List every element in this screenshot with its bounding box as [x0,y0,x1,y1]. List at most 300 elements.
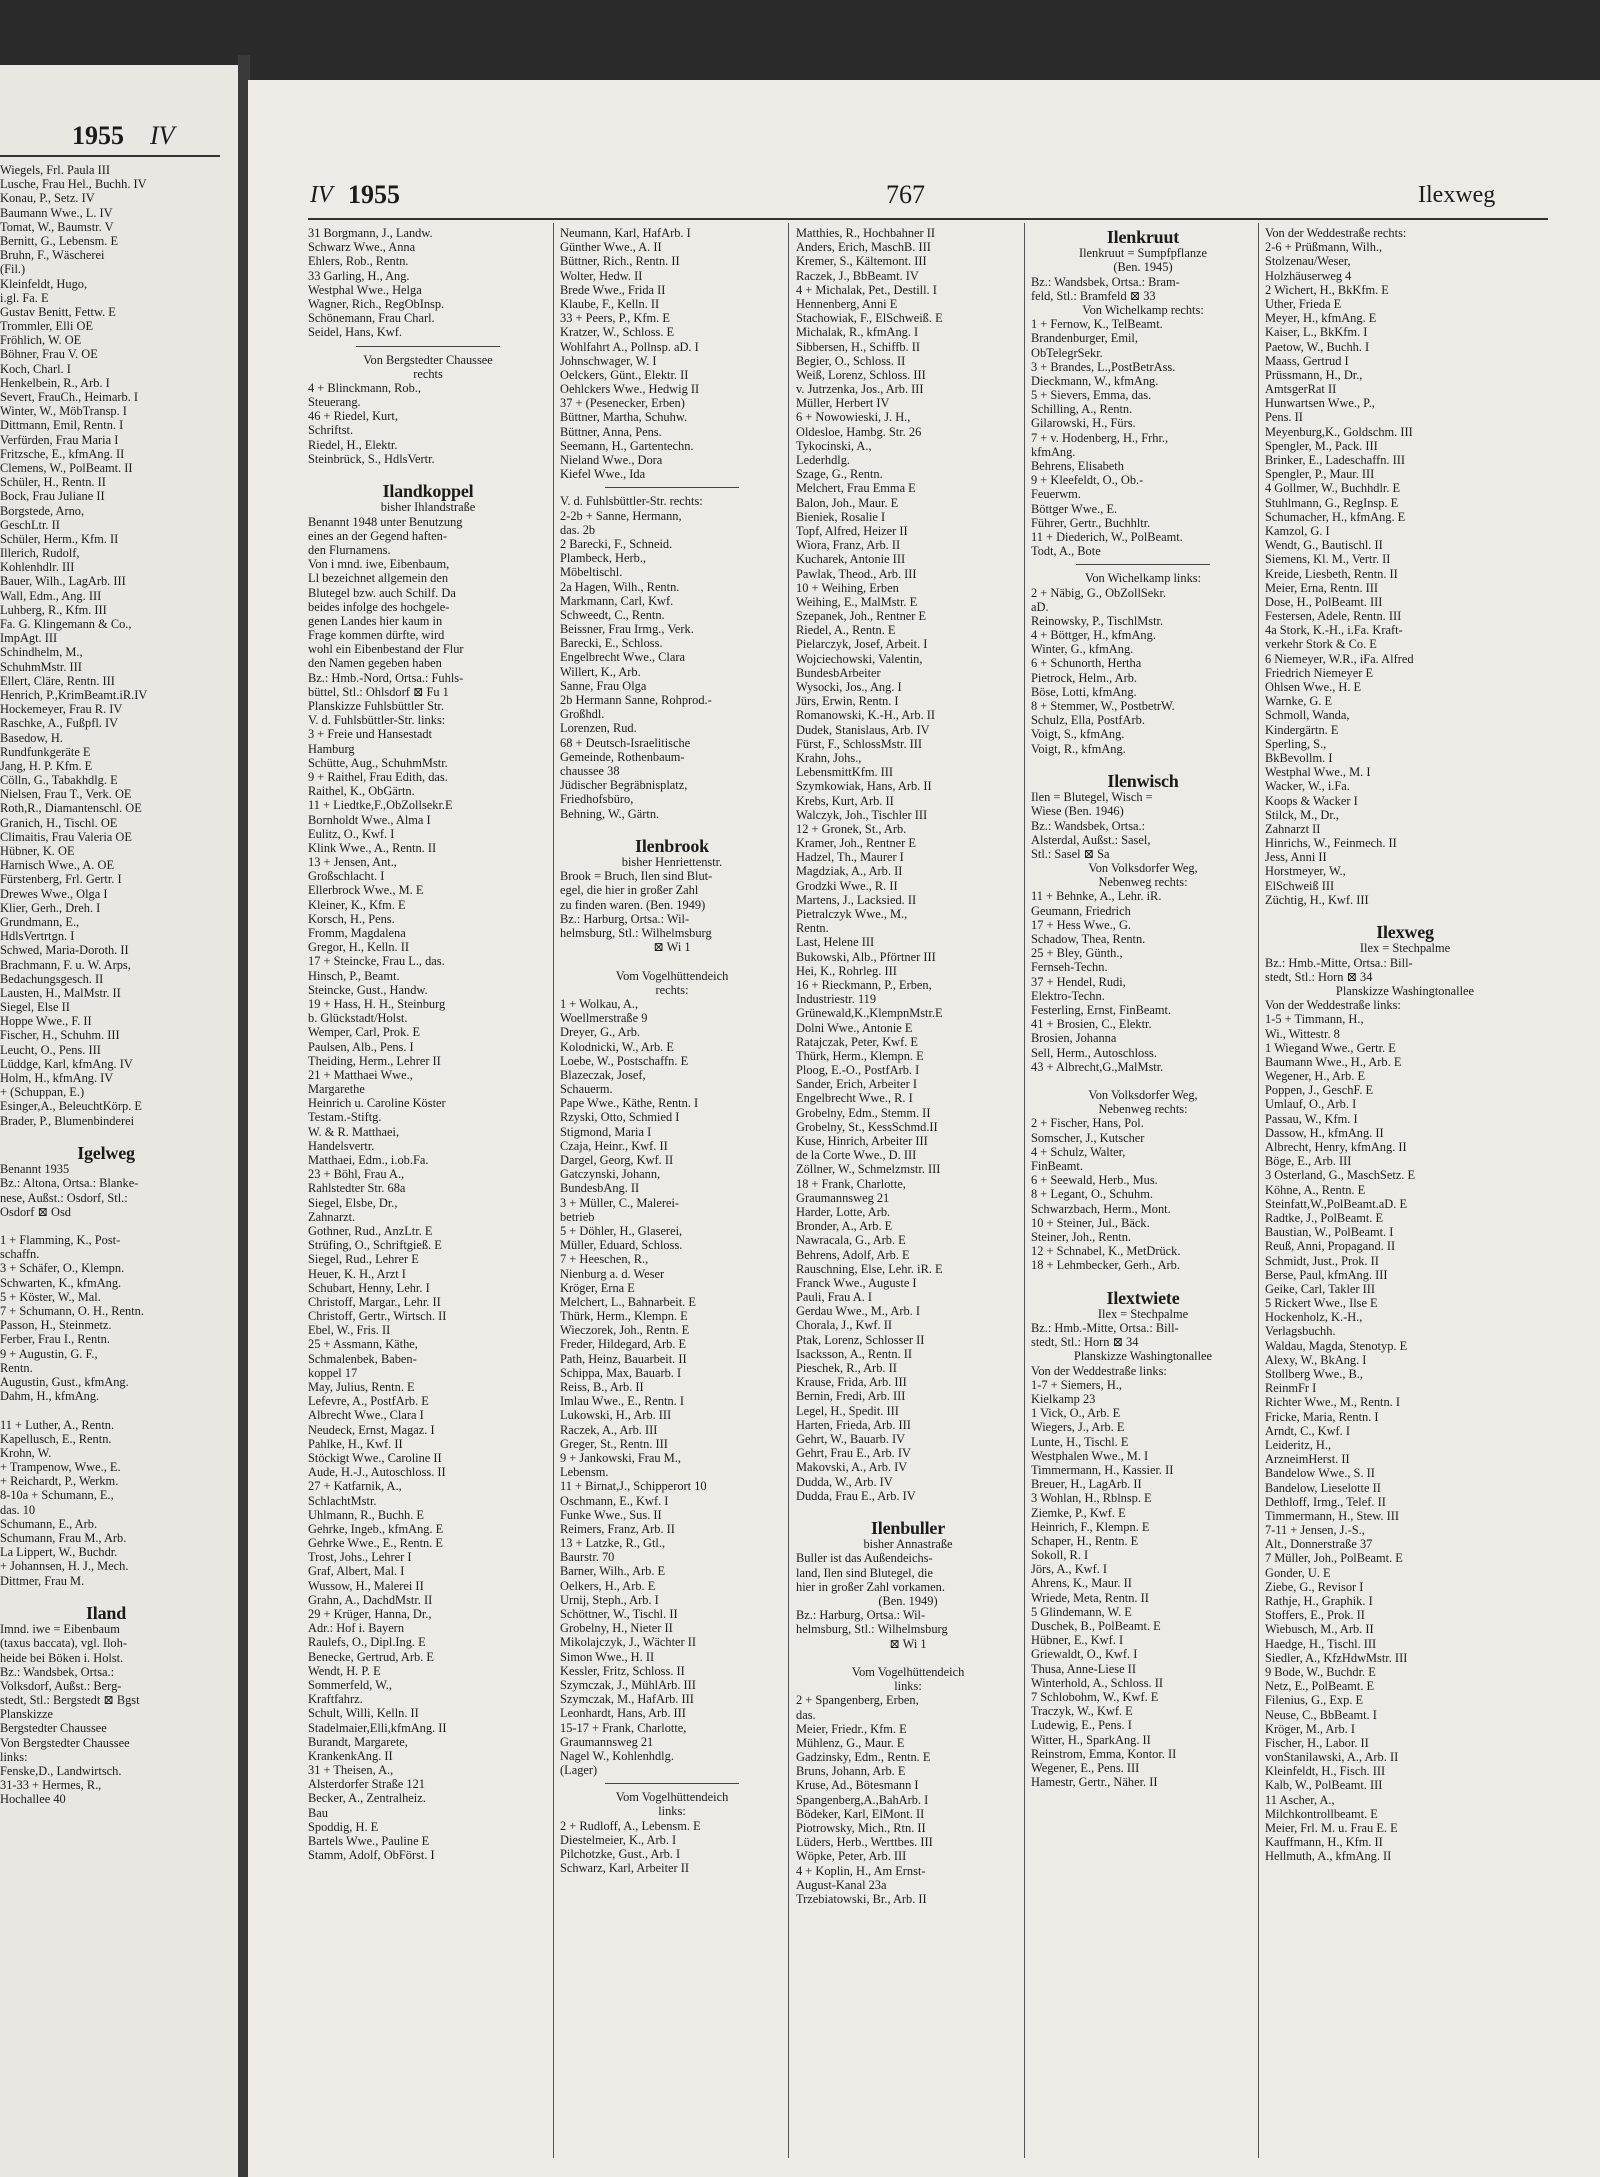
directory-entry: Grobelny, Edm., Stemm. II [796,1105,931,1120]
directory-entry: Melchert, Frau Emma E [796,481,916,496]
directory-entry: Hamestr, Gertr., Näher. II [1031,1775,1158,1790]
centered-note: (Ben. 1949) [878,1594,938,1609]
directory-entry: Piotrowsky, Mich., Rtn. II [796,1821,926,1836]
section-separator [1076,564,1210,565]
directory-entry: Schweedt, C., Rentn. [560,607,665,622]
directory-entry: + (Schuppan, E.) [0,1085,85,1100]
directory-entry: Kleiner, K., Kfm. E [308,897,406,912]
directory-entry: Böse, Lotti, kfmAng. [1031,684,1137,699]
directory-entry: büttel, Stl.: Ohlsdorf ⊠ Fu 1 [308,684,449,699]
directory-entry: AmtsgerRat II [1265,382,1337,397]
directory-entry: helmsburg, Stl.: Wilhelmsburg [560,926,712,941]
directory-entry: Strüfing, O., Schriftgieß. E [308,1238,442,1253]
directory-entry: Dose, H., PolBeamt. III [1265,594,1383,609]
directory-entry: Leonhardt, Hans, Arb. III [560,1706,686,1721]
directory-entry: Kauffmann, H., Kfm. II [1265,1835,1383,1850]
directory-entry: Jörs, A., Kwf. I [1031,1562,1108,1577]
directory-entry: Kolodnicki, W., Arb. E [560,1039,674,1054]
directory-entry: Pietrock, Helm., Arb. [1031,670,1137,685]
directory-entry: Bernitt, G., Lebensm. E [0,233,119,248]
directory-entry: (taxus baccata), vgl. Iloh- [0,1636,127,1651]
directory-entry: Dahm, H., kfmAng. [0,1389,100,1404]
directory-entry: Baumann Wwe., H., Arb. E [1265,1054,1402,1069]
directory-entry: Funke Wwe., Sus. II [560,1507,662,1522]
directory-entry: Bz.: Wandsbek, Ortsa.: Bram- [1031,274,1180,289]
directory-entry: Raulefs, O., Dipl.Ing. E [308,1635,426,1650]
directory-entry: 2 + Näbig, G., ObZollSekr. [1031,585,1167,600]
directory-entry: Nagel W., Kohlenhdlg. [560,1748,674,1763]
directory-entry: Borgstede, Arno, [0,503,85,518]
directory-entry: Züchtig, H., Kwf. III [1265,892,1369,907]
directory-entry: Hoppe Wwe., F. II [0,1014,92,1029]
directory-entry: ObTelegrSekr. [1031,345,1103,360]
directory-entry: Heinrich u. Caroline Köster [308,1096,446,1111]
centered-note: Von Volksdorfer Weg, [1088,861,1198,876]
directory-entry: Kielkamp 23 [1031,1392,1096,1407]
directory-entry: Topf, Alfred, Heizer II [796,523,908,538]
directory-entry: Schmalenbek, Baben- [308,1351,417,1366]
street-heading: Ilexweg [1376,922,1434,943]
directory-entry: Nawracala, G., Arb. E [796,1233,906,1248]
directory-entry: Schubart, Henny, Lehr. I [308,1280,430,1295]
directory-entry: Riedel, A., Rentn. E [796,623,896,638]
directory-entry: Fischer, H., Schuhm. III [0,1028,120,1043]
directory-entry: Steincke, Gust., Handw. [308,982,428,997]
directory-entry: betrieb [560,1209,595,1224]
directory-entry: Bz.: Hmb.-Nord, Ortsa.: Fuhls- [308,670,464,685]
directory-entry: 5 + Sievers, Emma, das. [1031,388,1152,403]
centered-note: bisher Ihlandstraße [380,500,476,515]
directory-entry: Dreyer, G., Arb. [560,1025,641,1040]
directory-entry: Uhlmann, R., Buchh. E [308,1507,424,1522]
directory-entry: Szymczak, J., MühlArb. III [560,1677,696,1692]
directory-entry: Sommerfeld, W., [308,1677,392,1692]
directory-entry: Dethloff, Irmg., Telef. II [1265,1494,1386,1509]
directory-entry: Prüssmann, H., Dr., [1265,367,1363,382]
directory-entry: Bz.: Harburg, Ortsa.: Wil- [560,911,690,926]
directory-entry: Bock, Frau Juliane II [0,489,105,504]
directory-entry: Neumann, Karl, HafArb. I [560,226,691,240]
directory-entry: Steinbrück, S., HdlsVertr. [308,451,435,466]
directory-entry: Fritzsche, E., kfmAng. II [0,446,125,461]
directory-entry: Spangenberg,A.,BahArb. I [796,1792,929,1807]
street-heading: Ilenwisch [1107,770,1179,791]
directory-entry: Heinrich, F., Klempn. E [1031,1519,1150,1534]
street-heading: Ilandkoppel [382,481,474,502]
directory-entry: Witter, H., SparkAng. II [1031,1732,1151,1747]
directory-entry: Wiegers, J., Arb. E [1031,1420,1125,1435]
directory-entry: 9 + Kleefeldt, O., Ob.- [1031,473,1144,488]
directory-entry: Haedge, H., Tischl. III [1265,1636,1377,1651]
centered-note: ⊠ Wi 1 [889,1636,927,1651]
directory-entry: ImpAgt. III [0,631,58,646]
directory-entry: Aude, H.-J., Autoschloss. II [308,1465,446,1480]
directory-entry: Lunte, H., Tischl. E [1031,1434,1129,1449]
directory-entry: FinBeamt. [1031,1159,1083,1174]
directory-entry: Diestelmeier, K., Arb. I [560,1832,677,1847]
directory-entry: 3 + Brandes, L.,PostBetrAss. [1031,359,1176,374]
directory-entry: Kreide, Liesbeth, Rentn. II [1265,566,1398,581]
directory-entry: Kratzer, W., Schloss. E [560,325,675,340]
directory-entry: Tykocinski, A., [796,438,872,453]
directory-entry: Siegel, Rud., Lehrer E [308,1252,419,1267]
directory-entry: Schulz, Ella, PostfArb. [1031,713,1145,728]
directory-entry: 7 Müller, Joh., PolBeamt. E [1265,1551,1403,1566]
directory-entry: 11 + Diederich, W., PolBeamt. [1031,529,1183,544]
directory-entry: Lukowski, H., Arb. III [560,1408,672,1423]
directory-entry: Dassow, H., kfmAng. II [1265,1125,1384,1140]
directory-entry: Balon, Joh., Maur. E [796,495,899,510]
directory-entry: 2 Wichert, H., BkKfm. E [1265,282,1389,297]
directory-entry: Ilen = Blutegel, Wisch = [1031,790,1153,805]
directory-entry: 3 Osterland, G., MaschSetz. E [1265,1168,1416,1183]
directory-entry: Lusche, Frau Hel., Buchh. IV [0,177,147,192]
directory-entry: Schöttner, W., Tischl. II [560,1607,678,1622]
blank-line [560,821,784,835]
directory-entry: Lederhdlg. [796,453,851,467]
directory-entry: Imnd. iwe = Eibenbaum [0,1622,120,1637]
directory-entry: Wieczorek, Joh., Rentn. E [560,1323,690,1338]
directory-entry: Büttner, Rich., Rentn. II [560,254,680,269]
directory-entry: Kremer, S., Kältemont. III [796,254,927,269]
directory-entry: Fürstenberg, Frl. Gertr. I [0,872,122,887]
directory-entry: Westphal Wwe., Helga [308,282,422,297]
directory-entry: Bz.: Altona, Ortsa.: Blanke- [0,1176,139,1191]
directory-entry: Krahn, Johs., [796,750,862,765]
directory-entry: Franck Wwe., Auguste I [796,1275,917,1290]
directory-entry: Buller ist das Außendeichs- [796,1551,933,1566]
directory-entry: 9 + Jankowski, Frau M., [560,1450,681,1465]
directory-entry: Gerdau Wwe., M., Arb. I [796,1304,920,1319]
directory-entry: Breuer, H., LagArb. II [1031,1477,1142,1492]
directory-entry: Brader, P., Blumenbinderei [0,1113,135,1128]
directory-entry: Zöllner, W., Schmelzmstr. III [796,1162,941,1177]
directory-entry: KrankenkAng. II [308,1748,393,1763]
directory-entry: Magdziak, A., Arb. II [796,864,903,879]
directory-entry: Baurstr. 70 [560,1550,615,1565]
directory-entry: Kindergärtn. E [1265,722,1339,737]
directory-entry: Alsterdal, Außst.: Sasel, [1031,832,1151,847]
directory-entry: nese, Außst.: Osdorf, Stl.: [0,1190,128,1205]
directory-entry: Gadzinsky, Edm., Rentn. E [796,1750,931,1765]
directory-entry: verkehr Stork & Co. E [1265,637,1377,652]
directory-entry: Grundmann, E., [0,914,80,929]
blank-line [0,1403,212,1417]
directory-entry: Wiora, Franz, Arb. II [796,538,901,553]
directory-entry: Schwarz, Karl, Arbeiter II [560,1861,690,1876]
directory-entry: Seidel, Hans, Kwf. [308,325,402,340]
directory-entry: Planskizze Fuhlsbüttler Str. [308,699,444,714]
directory-entry: + Reichardt, P., Werkm. [0,1474,119,1489]
directory-entry: Koch, Charl. I [0,361,71,376]
directory-entry: egel, die hier in großer Zahl [560,883,699,898]
right-page [248,80,1600,2177]
directory-entry: Sibbersen, H., Schiffb. II [796,339,921,354]
directory-entry: 9 Bode, W., Buchdr. E [1265,1664,1376,1679]
directory-entry: Grobelny, St., KessSchmd.II [796,1119,938,1134]
directory-entry: genen Landes hier kaum in [308,613,443,628]
directory-entry: Fromm, Magdalena [308,926,406,941]
blank-line [796,1503,1020,1517]
blank-line [308,466,548,480]
directory-entry: Richter Wwe., M., Rentn. I [1265,1395,1401,1410]
directory-entry: 18 + Lehmbecker, Gerh., Arb. [1031,1258,1180,1273]
directory-entry: 25 + Bley, Günth., [1031,946,1123,961]
directory-entry: Harder, Lotte, Arb. [796,1204,891,1219]
directory-entry: Engelbrecht Wwe., R. I [796,1091,913,1106]
directory-entry: Ziebe, G., Revisor I [1265,1579,1364,1594]
directory-entry: 6 + Nowowieski, J. H., [796,410,911,425]
directory-entry: Westphal Wwe., M. I [1265,765,1371,780]
directory-entry: Benannt 1948 unter Benutzung [308,514,463,529]
directory-entry: Bernin, Fredi, Arb. III [796,1389,906,1404]
directory-entry: Szepanek, Joh., Rentner E [796,609,927,624]
directory-entry: Pawlak, Theod., Arb. III [796,566,917,581]
directory-entry: Zahnarzt II [1265,821,1321,836]
directory-entry: Schwarzbach, Herm., Mont. [1031,1201,1171,1216]
directory-entry: Alexy, W., BkAng. I [1265,1352,1367,1367]
blank-line [0,1588,212,1602]
directory-entry: Siegel, Else II [0,1000,70,1015]
directory-entry: 43 + Albrecht,G.,MalMstr. [1031,1059,1164,1074]
directory-entry: Müller, Herbert IV [796,396,890,411]
directory-entry: Krohn, W. [0,1445,52,1460]
directory-entry: 7 + Schumann, O. H., Rentn. [0,1304,144,1319]
directory-entry: Barner, Wilh., Arb. E [560,1564,666,1579]
directory-entry: Berse, Paul, kfmAng. III [1265,1267,1388,1282]
directory-entry: Kalb, W., PolBeamt. III [1265,1778,1383,1793]
directory-entry: Böttger Wwe., E. [1031,501,1118,516]
directory-entry: 46 + Riedel, Kurt, [308,409,398,424]
directory-entry: Oelkers, H., Arb. E [560,1578,656,1593]
centered-note: (Ben. 1945) [1113,260,1173,275]
directory-entry: 1 Wiegand Wwe., Gertr. E [1265,1040,1396,1055]
directory-entry: Pielarczyk, Josef, Arbeit. I [796,637,928,652]
directory-entry: Timmermann, H., Kassier. II [1031,1462,1174,1477]
directory-entry: 10 + Weihing, Erben [796,580,899,595]
directory-column-5 [1265,226,1545,1864]
directory-entry: Von der Weddestraße links: [1265,998,1401,1013]
directory-entry: Brosien, Johanna [1031,1031,1117,1046]
directory-entry: Steiner, Joh., Rentn. [1031,1229,1131,1244]
directory-entry: Ferber, Frau I., Rentn. [0,1332,110,1347]
directory-entry: Jüdischer Begräbnisplatz, [560,778,688,793]
directory-entry: Seemann, H., Gartentechn. [560,438,694,453]
directory-entry: Thürk, Herm., Klempn. E [560,1309,688,1324]
directory-entry: Klink Wwe., A., Rentn. II [308,840,437,855]
directory-entry: Czaja, Heinr., Kwf. II [560,1138,668,1153]
directory-entry: 11 + Liedtke,F.,ObZollsekr.E [308,798,453,813]
directory-entry: 4 + Schulz, Walter, [1031,1144,1126,1159]
directory-entry: das. [796,1707,816,1722]
directory-entry: Dittmann, Emil, Rentn. I [0,418,124,433]
directory-entry: Ellert, Cläre, Rentn. III [0,673,115,688]
directory-entry: Nielsen, Frau T., Verk. OE [0,787,132,802]
directory-entry: Anders, Erich, MaschB. III [796,240,931,255]
blank-line [1031,1273,1255,1287]
blank-line [796,1651,1020,1665]
centered-note: Ilenkruut = Sumpfpflanze [1078,246,1208,261]
directory-entry: Koops & Wacker I [1265,793,1358,808]
directory-entry: Böhner, Frau V. OE [0,347,98,362]
directory-entry: Trost, Johs., Lehrer I [308,1550,412,1565]
centered-note: Vom Vogelhüttendeich [615,1790,729,1805]
directory-entry: Weiß, Lorenz, Schloss. III [796,367,926,382]
directory-entry: 9 + Augustin, G. F., [0,1346,98,1361]
directory-entry: Uther, Frieda E [1265,296,1342,311]
directory-entry: Wi., Wittestr. 8 [1265,1026,1340,1041]
directory-entry: Führer, Gertr., Buchhltr. [1031,515,1151,530]
directory-entry: Simon Wwe., H. II [560,1649,655,1664]
directory-entry: Frage kommen dürfte, wird [308,628,445,643]
directory-entry: Jang, H. P. Kfm. E [0,758,93,773]
directory-entry: Holzhäuserweg 4 [1265,268,1352,283]
directory-entry: Pape Wwe., Käthe, Rentn. I [560,1096,699,1111]
directory-entry: Kiefel Wwe., Ida [560,467,646,482]
directory-entry: 10 + Steiner, Jul., Bäck. [1031,1215,1150,1230]
directory-entry: Harten, Frieda, Arb. III [796,1417,911,1432]
directory-entry: Wagner, Rich., RegObInsp. [308,296,445,311]
left-page-part: IV [150,121,175,150]
directory-entry: 33 Garling, H., Ang. [308,268,410,283]
street-heading: Ilenkruut [1106,227,1180,247]
directory-entry: Oldesloe, Hambg. Str. 26 [796,424,922,439]
centered-note: Planskizze Washingtonallee [1073,1349,1213,1364]
directory-entry: Riedel, H., Elektr. [308,437,398,452]
directory-entry: Siedler, A., KfzHdwMstr. III [1265,1650,1408,1665]
directory-entry: Plambeck, Herb., [560,551,647,566]
directory-entry: Bz.: Wandsbek, Ortsa.: [0,1664,115,1679]
directory-column-2 [560,226,784,1875]
directory-entry: Müller, Eduard, Schloss. [560,1238,683,1253]
directory-entry: Schüler, H., Rentn. II [0,475,106,490]
directory-entry: Hockenholz, K.-H., [1265,1310,1363,1325]
directory-entry: Gehrke, Ingeb., kfmAng. E [308,1521,444,1536]
directory-entry: Hellmuth, A., kfmAng. II [1265,1849,1392,1864]
directory-entry: Krebs, Kurt, Arb. II [796,793,894,808]
directory-entry: Ratajczak, Peter, Kwf. E [796,1034,918,1049]
directory-entry: Hinrichs, W., Feinmech. II [1265,836,1397,851]
directory-entry: Engelbrecht Wwe., Clara [560,650,686,665]
directory-entry: (Lager) [560,1763,598,1778]
directory-entry: Pauli, Frau A. I [796,1290,873,1305]
directory-entry: Benecke, Gertrud, Arb. E [308,1649,434,1664]
directory-entry: Freder, Hildegard, Arb. E [560,1337,687,1352]
directory-entry: V. d. Fuhlsbüttler-Str. links: [308,713,446,728]
directory-entry: Gemeinde, Rothenbaum- [560,749,685,764]
blank-line [1265,907,1545,921]
directory-entry: Dudek, Stanislaus, Arb. IV [796,722,930,737]
directory-entry: Bieniek, Rosalie I [796,509,886,524]
directory-entry: 6 + Schunorth, Hertha [1031,656,1142,671]
directory-entry: Martens, J., Lacksied. II [796,892,917,907]
directory-entry: den Flurnamens. [308,542,391,557]
directory-entry: HdlsVertrtgn. I [0,929,75,944]
directory-entry: Nienburg a. d. Weser [560,1266,665,1281]
directory-entry: Gregor, H., Kelln. II [308,940,410,955]
directory-entry: Schwarz Wwe., Anna [308,240,416,255]
directory-entry: Wacker, W., i.Fa. [1265,779,1350,794]
directory-entry: Drewes Wwe., Olga I [0,886,108,901]
directory-entry: heide bei Böken i. Holst. [0,1650,124,1665]
directory-entry: Grahn, A., DachdMstr. II [308,1592,433,1607]
left-page [0,65,238,2177]
directory-entry: Kruse, Ad., Bötesmann I [796,1778,919,1793]
directory-entry: Sperling, S., [1265,736,1327,751]
directory-entry: Albrecht Wwe., Clara I [308,1408,424,1423]
directory-entry: Kucharek, Antonie III [796,552,906,567]
directory-entry: Brook = Bruch, Ilen sind Blut- [560,869,713,884]
directory-entry: Steuerang. [308,395,361,410]
blank-line [0,1128,212,1142]
left-page-year: 1955 [72,121,124,150]
directory-entry: Ahrens, K., Maur. II [1031,1576,1132,1591]
directory-entry: Trzebiatowski, Br., Arb. II [796,1891,927,1906]
directory-entry: Esinger,A., BeleuchtKörp. E [0,1099,142,1114]
directory-entry: Wysocki, Jos., Ang. I [796,680,902,694]
directory-entry: Schmoll, Wanda, [1265,708,1350,723]
directory-entry: (Fil.) [0,262,26,277]
directory-entry: Raczek, J., BbBeamt. IV [796,268,919,283]
centered-note: Von Wichelkamp links: [1084,571,1202,586]
directory-entry: Köhne, A., Rentn. E [1265,1182,1366,1197]
directory-entry: Bau [308,1805,328,1820]
right-header-rule [308,218,1548,220]
directory-entry: Bruns, Johann, Arb. E [796,1764,906,1779]
directory-entry: Gustav Benitt, Fettw. E [0,304,116,319]
directory-entry: 7-11 + Jensen, J.-S., [1265,1523,1365,1538]
directory-entry: Graf, Albert, Mal. I [308,1564,405,1579]
directory-entry: Bz.: Hmb.-Mitte, Ortsa.: Bill- [1265,955,1413,970]
directory-entry: Christoff, Margar., Lehr. II [308,1294,441,1309]
directory-entry: Büttner, Martha, Schuhw. [560,410,688,425]
directory-column-1 [308,226,548,1862]
directory-entry: Winter, W., MöbTransp. I [0,404,127,419]
directory-entry: Ehlers, Rob., Rentn. [308,254,409,269]
directory-entry: Gonder, U. E [1265,1565,1331,1580]
directory-entry: Meyenburg,K., Goldschm. III [1265,424,1413,439]
directory-entry: Baumann Wwe., L. IV [0,205,113,220]
directory-entry: Von der Weddestraße links: [1031,1363,1167,1378]
directory-entry: Stuhlmann, G., RegInsp. E [1265,495,1399,510]
column-divider-1 [553,223,554,2158]
directory-entry: Brandenburger, Emil, [1031,331,1138,346]
directory-entry: Reinstrom, Emma, Kontor. II [1031,1746,1177,1761]
directory-entry: 11 + Birnat,J., Schipperort 10 [560,1479,707,1494]
directory-entry: Gothner, Rud., AnzLtr. E [308,1223,433,1238]
directory-entry: La Lippert, W., Buchdr. [0,1545,118,1560]
directory-entry: Schippa, Max, Bauarb. I [560,1365,682,1380]
directory-entry: Poppen, J., GeschF. E [1265,1083,1374,1098]
column-divider-4 [1258,223,1259,2158]
directory-entry: Traczyk, W., Kwf. E [1031,1704,1133,1719]
directory-entry: land, Ilen sind Blutegel, die [796,1565,933,1580]
directory-entry: 4 + Blinckmann, Rob., [308,380,421,395]
directory-entry: helmsburg, Stl.: Wilhelmsburg [796,1622,948,1637]
section-separator [605,1783,739,1784]
directory-entry: 2a Hagen, Wilh., Rentn. [560,579,680,594]
directory-entry: Hübner, K. OE [0,844,75,858]
directory-entry: Wöpke, Peter, Arb. III [796,1849,907,1864]
directory-entry: Hunwartsen Wwe., P., [1265,396,1375,411]
directory-entry: Schwarten, K., kfmAng. [0,1275,122,1290]
directory-entry: Passau, W., Kfm. I [1265,1111,1358,1126]
directory-entry: Volksdorf, Außst.: Berg- [0,1678,122,1693]
street-heading: Iland [85,1602,127,1623]
directory-entry: Winterhold, A., Schloss. II [1031,1675,1164,1690]
directory-entry: Augustin, Gust., kfmAng. [0,1374,129,1389]
directory-entry: 41 + Brosien, C., Elektr. [1031,1017,1152,1032]
